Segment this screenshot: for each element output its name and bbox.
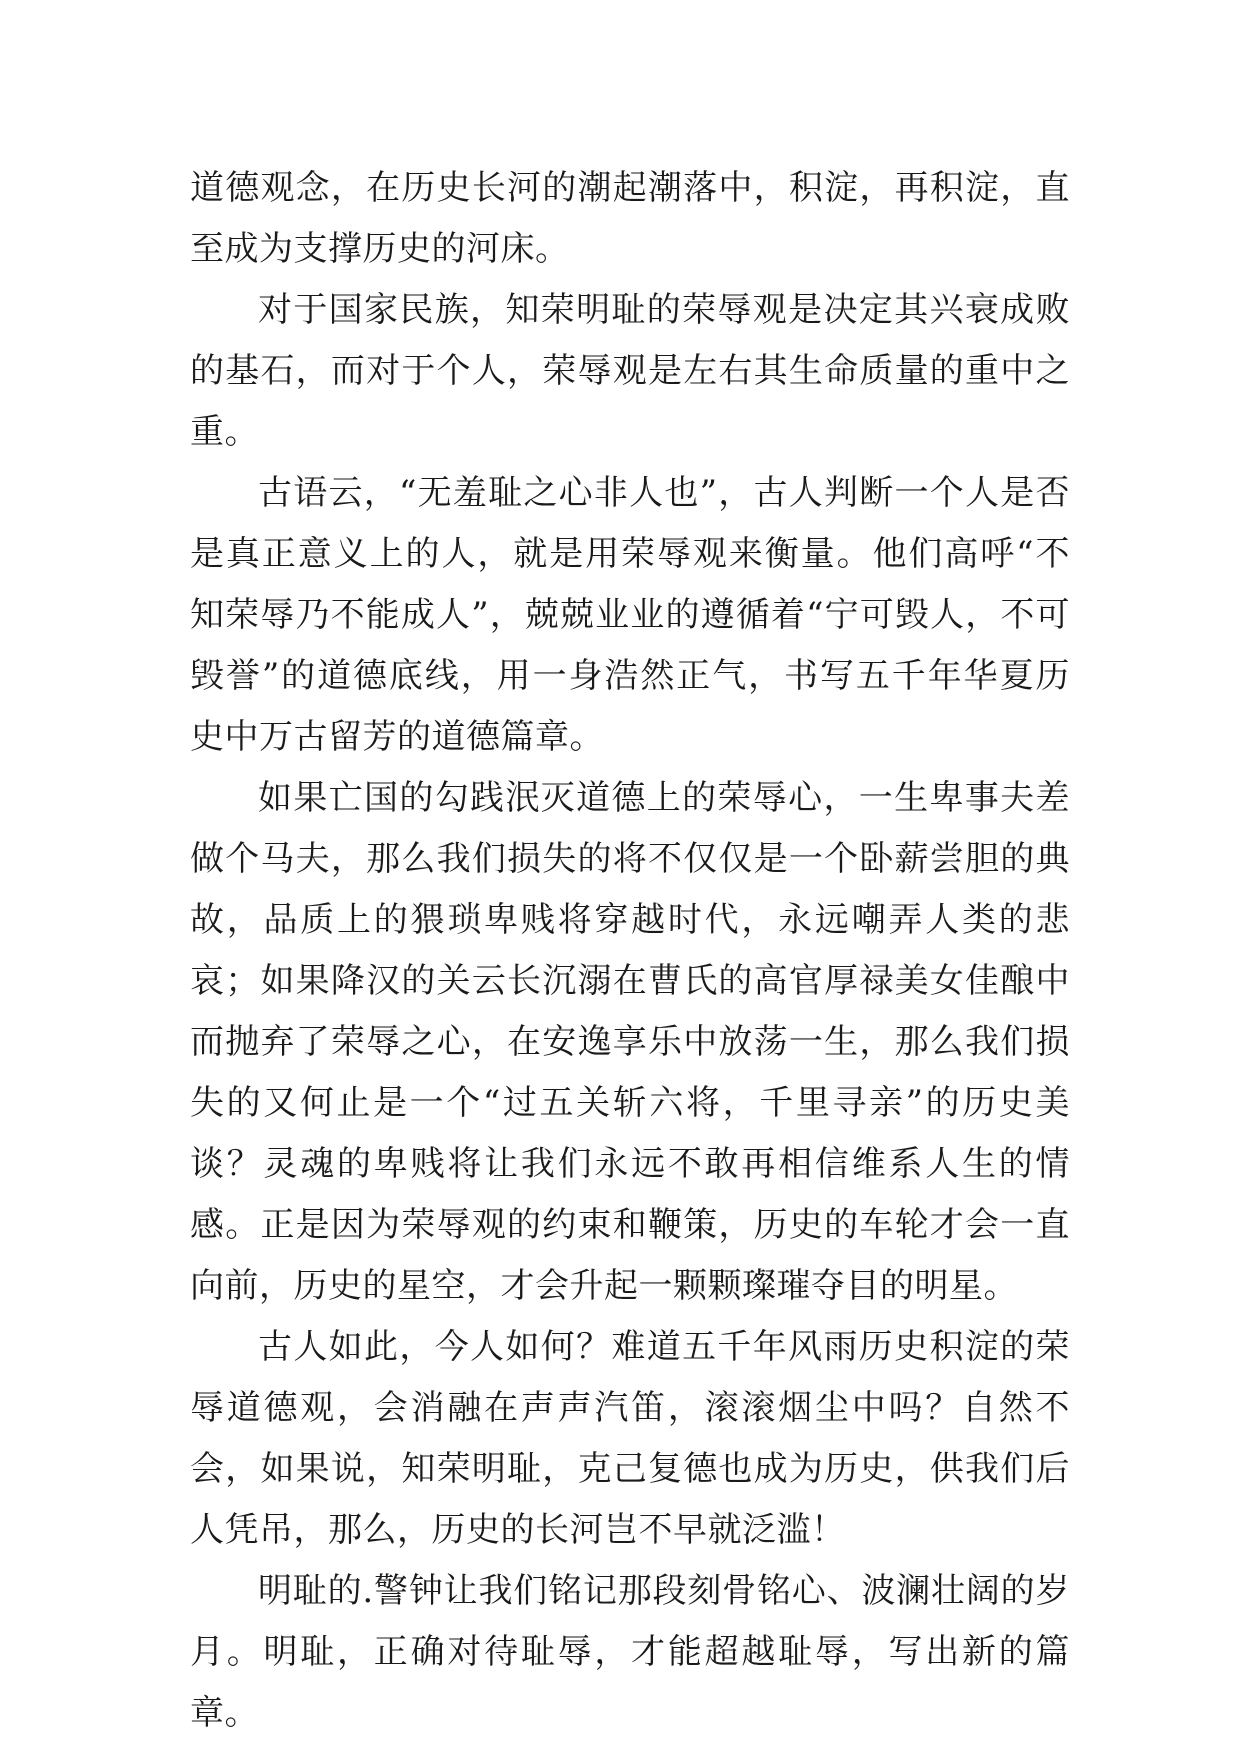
paragraph-5: 古人如此，今人如何？难道五千年风雨历史积淀的荣辱道德观，会消融在声声汽笛，滚滚烟尘中吗？自然不会，如果说，知荣明耻，克己复德也成为历史，供我们后人凭吊，那么，历史的长河岂不早就泛滥！ xyxy=(190,1327,1070,1550)
document-body xyxy=(190,158,1070,1744)
paragraph-3: 古语云，“无羞耻之心非人也”，古人判断一个人是否是真正意义上的人，就是用荣辱观来衡量。他们高呼“不知荣辱乃不能成人”，兢兢业业的遵循着“宁可毁人，不可毁誉”的道德底线，用一身浩然正气，书写五千年华夏历史中万古留芳的道德篇章。 xyxy=(190,473,1070,757)
paragraph-6: 明耻的.警钟让我们铭记那段刻骨铭心、波澜壮阔的岁月。明耻，正确对待耻辱，才能超越耻辱，写出新的篇章。 xyxy=(190,1571,1070,1733)
paragraph-1: 道德观念，在历史长河的潮起潮落中，积淀，再积淀，直至成为支撑历史的河床。 xyxy=(190,168,1070,269)
paragraph-4: 如果亡国的勾践泯灭道德上的荣辱心，一生卑事夫差做个马夫，那么我们损失的将不仅仅是一个卧薪尝胆的典故，品质上的猥琐卑贱将穿越时代，永远嘲弄人类的悲哀；如果降汉的关云长沉溺在曹氏的高官厚禄美女佳酿中而抛弃了荣辱之心，在安逸享乐中放荡一生，那么我们损失的又何止是一个“过五关斩六将，千里寻亲”的历史美谈？灵魂的卑贱将让我们永远不敢再相信维系人生的情感。正是因为荣辱观的约束和鞭策，历史的车轮才会一直向前，历史的星空，才会升起一颗颗璨璀夺目的明星。 xyxy=(190,778,1070,1306)
paragraph-2: 对于国家民族，知荣明耻的荣辱观是决定其兴衰成败的基石，而对于个人，荣辱观是左右其生命质量的重中之重。 xyxy=(190,290,1070,452)
